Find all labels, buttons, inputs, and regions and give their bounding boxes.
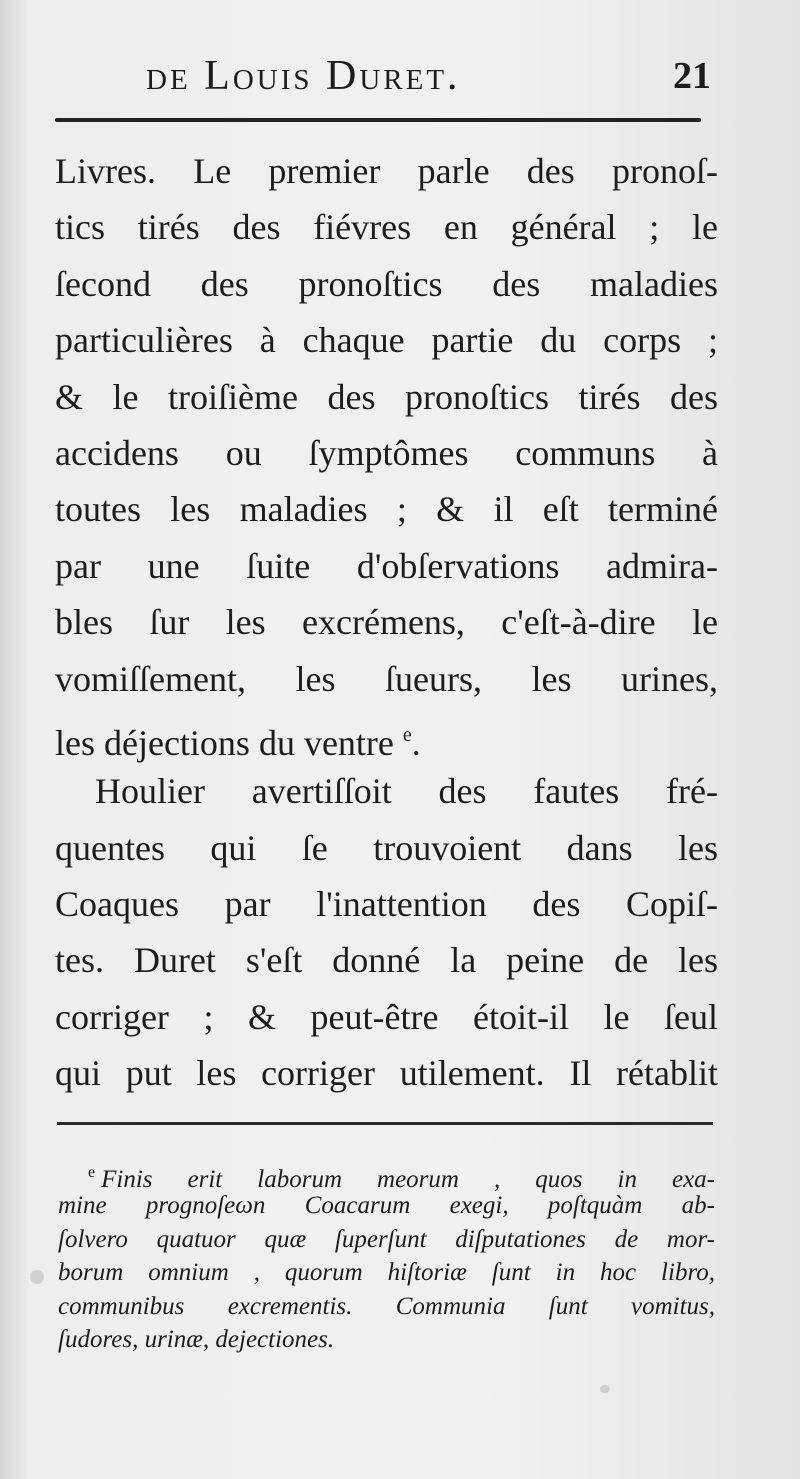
footnote-line: communibus excrementis. Communia ſunt vomitus, (58, 1292, 715, 1320)
body-line: par une ſuite d'obſervations admira- (55, 545, 718, 586)
running-head (146, 50, 711, 102)
body-line: bles ſur les excrémens, c'eſt-à-dire le (55, 602, 718, 643)
body-line: particulières à chaque partie du corps ; (55, 320, 718, 361)
footnote-reference: e (402, 723, 412, 746)
body-line: tics tirés des fiévres en général ; le (55, 207, 718, 248)
body-line: Livres. Le premier parle des pronoſ- (55, 151, 718, 191)
body-line: toutes les maladies ; & il eſt terminé (55, 489, 718, 530)
body-line: accidens ou ſymptômes communs à (55, 432, 718, 473)
footnote-line: ſolvero quatuor quæ ſuperſunt diſputationes de mor- (58, 1225, 715, 1253)
body-line: vomiſſement, les ſueurs, les urines, (55, 658, 718, 699)
header-rule (55, 118, 701, 122)
footnote-reference-period: . (411, 722, 421, 763)
footnote-line: borum omnium , quorum hiſtoriæ ſunt in hoc libro, (58, 1259, 715, 1287)
running-title: de Louis Duret. (146, 53, 461, 99)
footnote-line-first (58, 1156, 715, 1193)
footnote-line: Finis erit laborum meorum , quos in exa- (101, 1166, 715, 1193)
body-line: tes. Duret s'eſt donné la peine de les (55, 940, 718, 981)
footnote-line: mine prognoſeωn Coacarum exegi, poſtquàm ab- (58, 1192, 715, 1220)
body-line-paragraph-end (55, 707, 718, 763)
footnote-rule (57, 1122, 713, 1125)
body-line: Houlier avertiſſoit des fautes fré- (95, 771, 718, 812)
body-line: qui put les corriger utilement. Il rétablit (55, 1053, 718, 1094)
body-line: Coaques par l'inattention des Copiſ- (55, 884, 718, 925)
footnote (58, 1156, 715, 1356)
body-line: & le troiſième des pronoſtics tirés des (55, 376, 718, 417)
body-line: quentes qui ſe trouvoient dans les (55, 827, 718, 868)
body-line: corriger ; & peut-être étoit-il le ſeul (55, 996, 718, 1037)
paper-stain (600, 1385, 610, 1393)
footnote-line: ſudores, urinæ, dejectiones. (58, 1325, 335, 1353)
body-text (55, 143, 718, 1102)
paper-stain (30, 1270, 44, 1284)
page-number: 21 (673, 55, 711, 97)
body-line: les déjections du ventre (55, 722, 394, 763)
body-line: ſecond des pronoſtics des maladies (55, 263, 718, 304)
footnote-marker: e (88, 1164, 96, 1181)
